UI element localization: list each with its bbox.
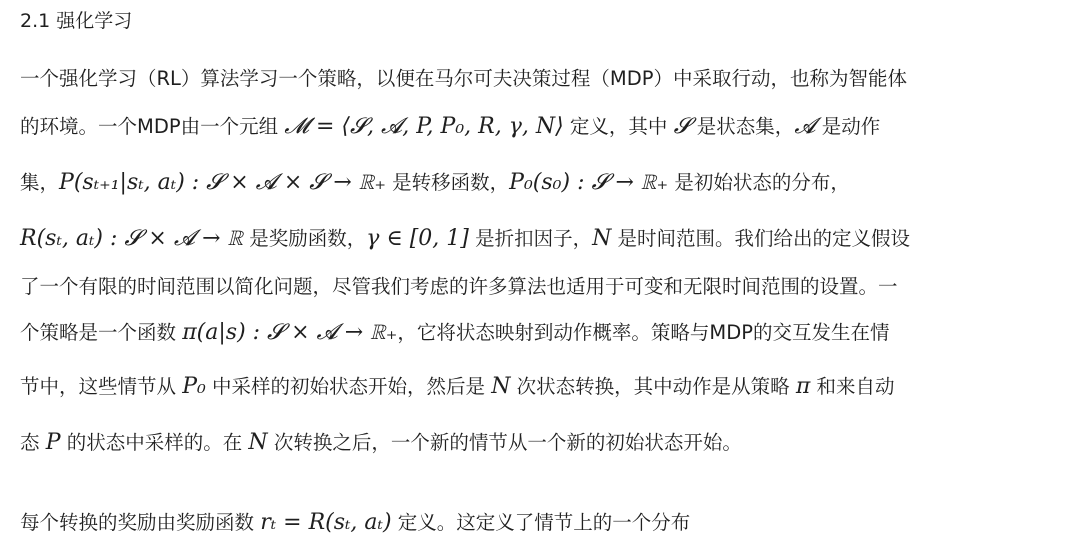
- paragraph-line-8: [20, 426, 742, 460]
- section-heading: 2.1 强化学习: [20, 10, 133, 32]
- math-transition-function: P(sₜ₊₁|sₜ, aₜ) : 𝓢 × 𝓐 × 𝓢 → ℝ₊: [59, 170, 386, 195]
- text-run: 的环境。一个MDP由一个元组: [20, 115, 285, 138]
- text-run: 了一个有限的时间范围以简化问题，尽管我们考虑的许多算法也适用于可变和无限时间范围的设置。一: [20, 275, 898, 298]
- math-initial-state: P₀: [182, 374, 206, 399]
- text-run: 是转移函数，: [385, 171, 510, 194]
- text-run: 是奖励函数，: [243, 227, 367, 250]
- text-run: 和来自动: [810, 375, 895, 398]
- math-horizon: N: [248, 430, 268, 455]
- text-run: 次转换之后，一个新的情节从一个新的初始状态开始。: [267, 431, 742, 454]
- text-run: 中采样的初始状态开始，然后是: [205, 375, 492, 398]
- paragraph-line-7: [20, 370, 895, 404]
- text-run: 集，: [20, 171, 60, 194]
- text-run: 是状态集，: [690, 115, 795, 138]
- text-run: 是初始状态的分布，: [668, 171, 850, 194]
- text-run: 定义，其中: [563, 115, 674, 138]
- paragraph-line-4: [20, 222, 910, 256]
- text-run: ，它将状态映射到动作概率。策略与MDP的交互发生在情: [397, 321, 890, 344]
- math-policy: π(a|s) : 𝓢 × 𝓐 → ℝ₊: [182, 320, 398, 345]
- text-run: 是动作: [815, 115, 881, 138]
- paragraph-line-1: [20, 62, 907, 96]
- text-run: 节中，这些情节从: [20, 375, 183, 398]
- text-run: 态: [20, 431, 46, 454]
- paragraph-line-2: [20, 110, 880, 144]
- math-tuple-definition: 𝓜 = ⟨𝓢, 𝓐, P, P₀, R, γ, N⟩: [284, 114, 564, 139]
- math-reward-function: R(sₜ, aₜ) : 𝓢 × 𝓐 → ℝ: [20, 226, 244, 251]
- text-run: 一个强化学习（RL）算法学习一个策略，以便在马尔可夫决策过程（MDP）中采取行动，也称为智能体: [20, 67, 908, 90]
- math-reward-definition: rₜ = R(sₜ, aₜ): [260, 510, 392, 535]
- text-run: 定义。这定义了情节上的一个分布: [391, 511, 691, 534]
- text-run: 是时间范围。我们给出的定义假设: [611, 227, 911, 250]
- paragraph-line-6: [20, 316, 890, 350]
- math-discount-factor: γ ∈ [0, 1]: [366, 226, 469, 251]
- text-run: 次状态转换，其中动作是从策略: [510, 375, 796, 398]
- math-horizon: N: [592, 226, 612, 251]
- text-run: 是折扣因子，: [468, 227, 593, 250]
- text-run: 的状态中采样的。在: [60, 431, 249, 454]
- paragraph-2-line-1: [20, 506, 690, 540]
- paragraph-line-3: [20, 166, 850, 200]
- math-state-set: 𝓢: [673, 114, 691, 139]
- paragraph-line-5: [20, 270, 898, 304]
- math-initial-distribution: P₀(s₀) : 𝓢 → ℝ₊: [509, 170, 669, 195]
- math-policy-symbol: π: [795, 374, 811, 399]
- math-dynamics: P: [45, 430, 61, 455]
- math-horizon: N: [491, 374, 511, 399]
- text-run: 个策略是一个函数: [20, 321, 183, 344]
- math-action-set: 𝓐: [794, 114, 816, 139]
- text-run: 每个转换的奖励由奖励函数: [20, 511, 261, 534]
